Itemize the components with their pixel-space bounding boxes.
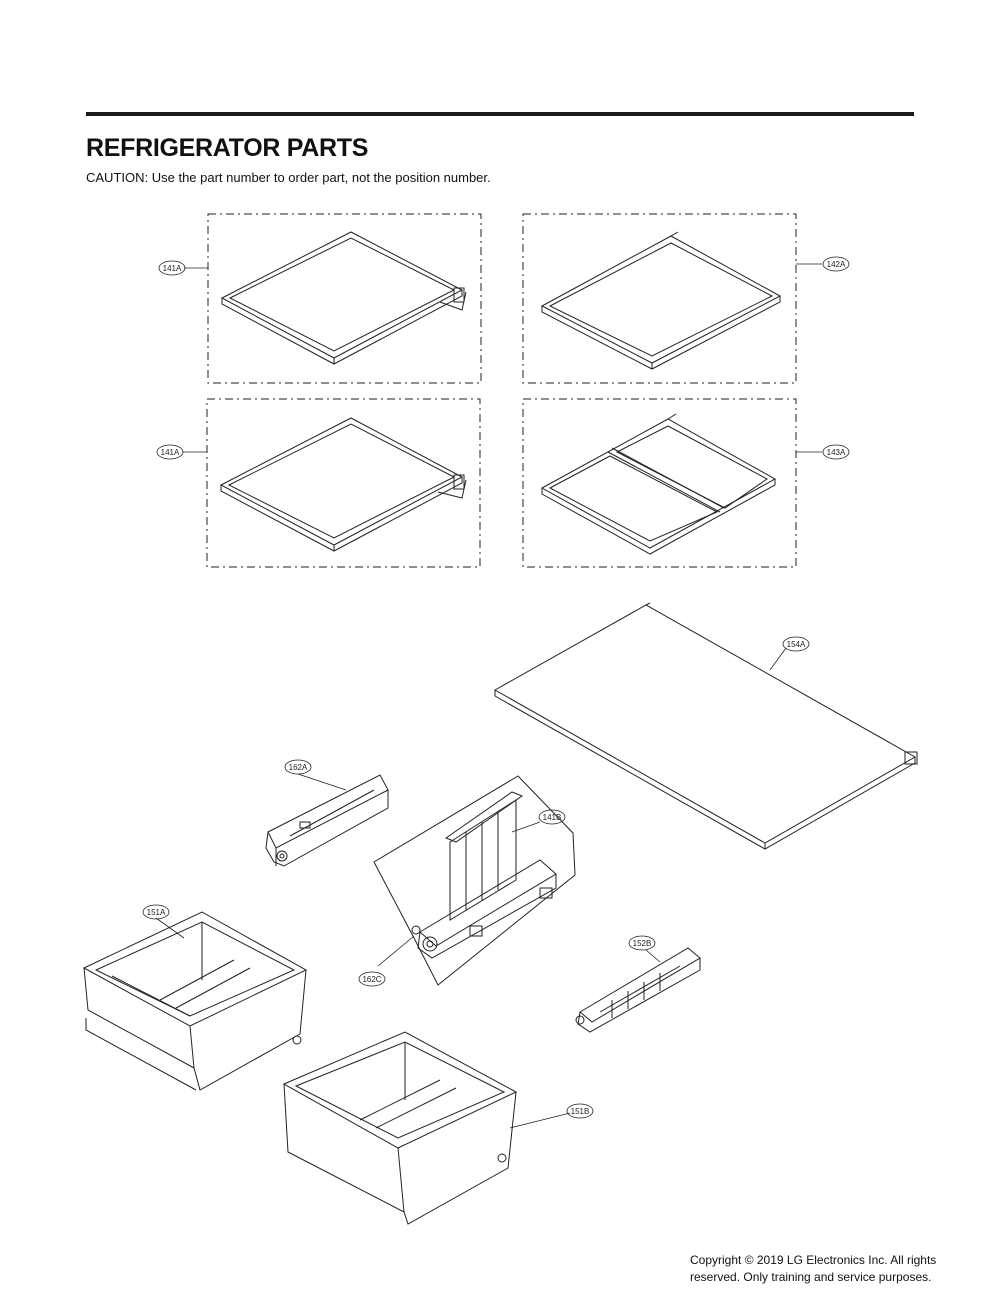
- crisper-151b: [284, 1032, 516, 1224]
- caution-note: CAUTION: Use the part number to order part, not the position number.: [86, 170, 491, 185]
- callout-141b: 141B: [542, 813, 562, 822]
- callout-143a: 143A: [826, 448, 846, 457]
- leader-lines: [156, 264, 822, 1128]
- callout-141a-top: 141A: [162, 264, 182, 273]
- callout-154a: 154A: [786, 640, 806, 649]
- copyright-notice: [690, 1252, 936, 1286]
- crisper-151a: [84, 912, 306, 1090]
- copyright-line-1: Copyright © 2019 LG Electronics Inc. All rights: [690, 1253, 937, 1267]
- copyright-line-2: reserved. Only training and service purposes.: [690, 1270, 932, 1284]
- group-box-mid-left: [207, 399, 480, 567]
- callout-152b: 152B: [632, 939, 652, 948]
- shelf-142a: [542, 232, 780, 369]
- page-title: REFRIGERATOR PARTS: [86, 134, 369, 162]
- callout-151b: 151B: [570, 1107, 590, 1116]
- rail-162a: [266, 775, 388, 866]
- callout-151a: 151A: [146, 908, 166, 917]
- divider-assembly-141b: [374, 776, 575, 985]
- shelf-143a-split: [542, 414, 775, 554]
- callout-142a: 142A: [826, 260, 846, 269]
- shelf-141a-top: [222, 232, 466, 364]
- callout-162a: 162A: [288, 763, 308, 772]
- shelf-141a-mid: [221, 418, 466, 551]
- callout-162c: 162C: [362, 975, 382, 984]
- group-box-top-left: [208, 214, 481, 383]
- callout-141a-mid: 141A: [160, 448, 180, 457]
- rail-152b: [576, 948, 700, 1032]
- callout-ovals: [143, 257, 849, 1118]
